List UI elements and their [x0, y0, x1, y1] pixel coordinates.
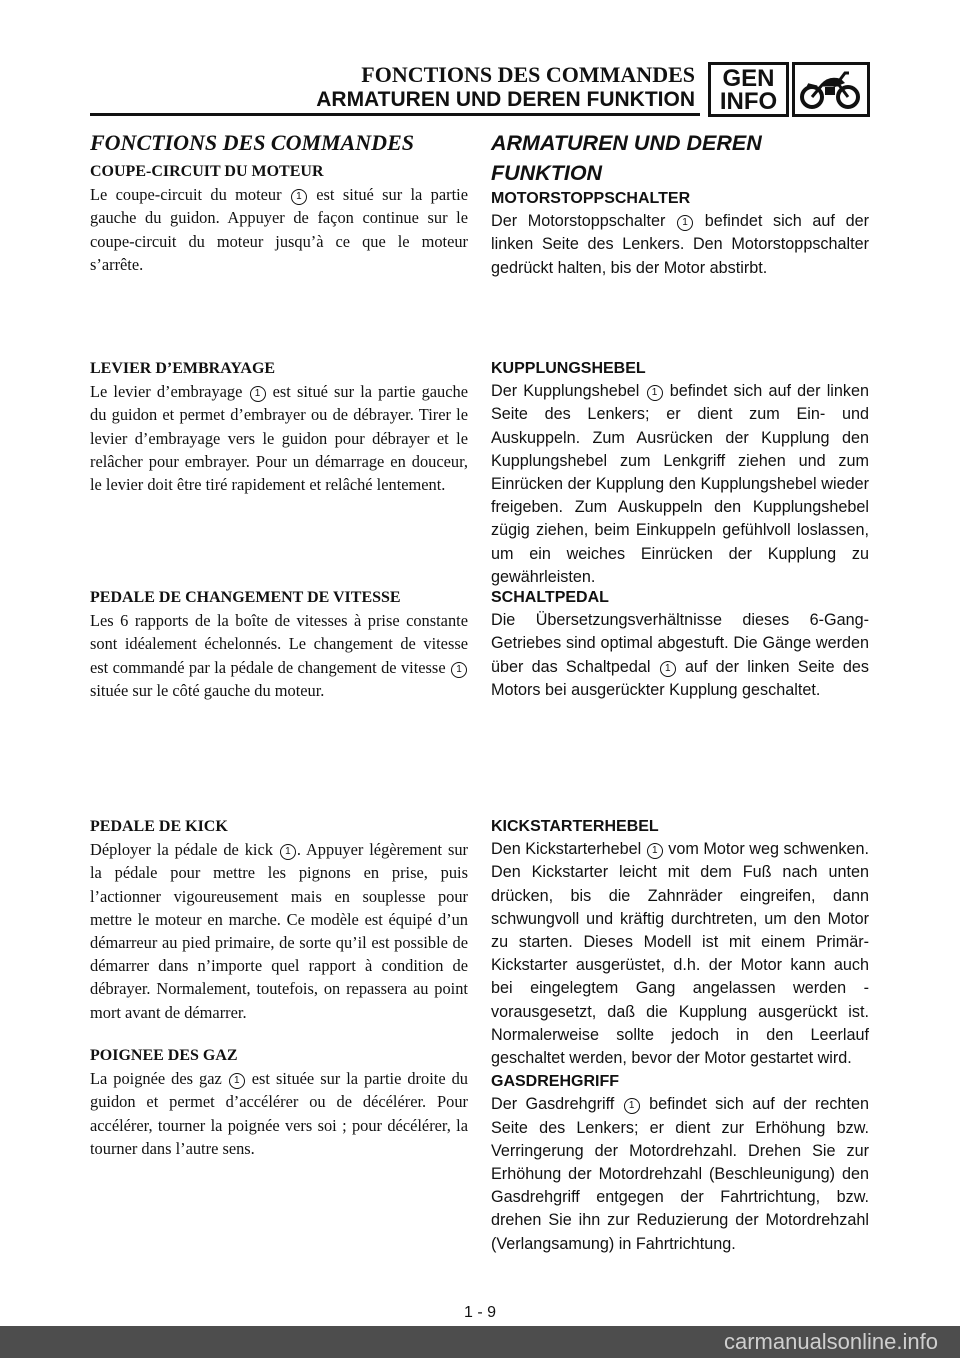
motorcycle-icon [792, 62, 870, 117]
header-title-fr: FONCTIONS DES COMMANDES [361, 62, 695, 87]
de-text-throttle [491, 1093, 869, 1255]
de-section-kickstarter [491, 815, 869, 1256]
de-section-clutch [491, 357, 869, 589]
text-part: La poignée des gaz [90, 1069, 228, 1089]
text-part: est situé sur la partie gauche du guidon. Appuyer de façon continue sur le coupe-circuit du moteur jusqu’à ce que le moteur s’arrête. [90, 185, 468, 274]
callout-marker: 1 [291, 189, 307, 205]
callout-marker: 1 [647, 385, 663, 401]
text-part: Der Motorstoppschalter [491, 212, 677, 231]
de-section-shift-pedal [491, 586, 869, 702]
fr-text-shift-pedal [90, 609, 468, 702]
badge-line-1: GEN [722, 65, 775, 92]
fr-text-kickstarter [90, 838, 468, 1024]
text-part: Déployer la pédale de kick [90, 840, 279, 860]
de-heading-throttle: GASDREHGRIFF [491, 1073, 619, 1091]
text-part: vom Motor weg schwenken. Den Kickstarter leicht mit dem Fuß nach unten drücken, bis die Zahnräder eingreifen, dann schwungvoll und kräftig durchtreten, um den Motor zu starten. Dieses Modell ist mit einem Primär-Kickstarter ausgerüstet, d.h. der Motor kann auch bei eingelegtem Gang angelassen werden - vorausgesetzt, daß die Kupplung ausgerückt ist. Normalerweise sollte jedoch in den Leerlauf geschaltet werden, bevor der Motor gestartet wird. [491, 840, 869, 1068]
de-heading-engine-stop: MOTORSTOPPSCHALTER [491, 190, 691, 207]
fr-text-throttle [90, 1067, 468, 1160]
callout-marker: 1 [250, 386, 266, 402]
de-text-clutch [491, 380, 869, 589]
fr-heading-shift-pedal: PEDALE DE CHANGEMENT DE VITESSE [90, 589, 401, 606]
header-title-de: ARMATUREN UND DEREN FUNKTION [316, 88, 695, 111]
fr-heading-kickstarter: PEDALE DE KICK [90, 818, 228, 835]
de-text-engine-stop [491, 210, 869, 280]
text-part: . Appuyer légèrement sur la pédale pour mettre les pignons en prise, puis l’actionner vigoureusement mais en souplesse pour mettre le moteur en marche. Ce modèle est équipé d’un démarreur au pied primaire, de sorte qu’il est possible de démarrer dans n’importe quel rapport à condition de débrayer. Normalement, toutefois, on repassera au point mort avant de démarrer. [90, 840, 468, 1022]
fr-text-clutch [90, 380, 468, 496]
text-part: Der Gasdrehgriff [491, 1095, 623, 1114]
text-part: auf der linken Seite des Motors bei ausgerückter Kupplung geschaltet. [491, 657, 869, 699]
de-heading-clutch: KUPPLUNGSHEBEL [491, 360, 646, 377]
text-part: Le coupe-circuit du moteur [90, 185, 290, 205]
fr-section-kickstarter [90, 815, 468, 1024]
callout-marker: 1 [677, 215, 693, 231]
fr-section-engine-stop [90, 160, 468, 276]
callout-marker: 1 [660, 661, 676, 677]
text-part: befindet sich auf der rechten Seite des Lenkers; er dient zur Erhöhung bzw. Verringerung der Motordrehzahl. Drehen Sie zur Erhöhung der Motordrehzahl (Beschleunigung) den Gasdrehgriff entgegen der Fahrtrichtung, bzw. drehen Sie ihn zur Reduzierung der Motordrehzahl (Verlangsamung) in Fahrtrichtung. [491, 1095, 869, 1253]
fr-section-shift-pedal [90, 586, 468, 702]
text-part: Der Kupplungshebel [491, 382, 646, 401]
fr-heading-clutch: LEVIER D’EMBRAYAGE [90, 360, 276, 377]
fr-section-throttle [90, 1044, 468, 1160]
callout-marker: 1 [229, 1073, 245, 1089]
fr-section-clutch [90, 357, 468, 496]
badge-line-2: INFO [719, 88, 778, 115]
text-part: est située sur la partie droite du guidon et permet d’accélérer ou de décélérer. Pour accélérer, tourner la poignée vers soi ; pour décélérer, la tourner dans l’autre sens. [90, 1069, 468, 1158]
text-part: est situé sur la partie gauche du guidon et permet d’embrayer ou de débrayer. Tirer le levier d’embrayage vers le guidon pour débrayer et le relâcher pour embrayer. Pour un démarrage en douceur, le levier doit être tiré rapidement et relâché lentement. [90, 382, 468, 495]
text-part: Die Übersetzungsverhältnisse dieses 6-Gang-Getriebes sind optimal abgestuft. Die Gänge werden über das Schaltpedal [491, 611, 869, 676]
callout-marker: 1 [647, 843, 663, 859]
text-part: située sur le côté gauche du moteur. [90, 680, 325, 700]
callout-marker: 1 [451, 662, 467, 678]
text-part: befindet sich auf der linken Seite des Lenkers; er dient zum Ein- und Auskuppeln. Zum Ausrücken der Kupplung den Kupplungshebel zum Lenkgriff ziehen und zum Einrücken der Kupplung den Kupplungshebel wieder freigeben. Zum Auskuppeln den Kupplungshebel zügig ziehen, beim Einkuppeln gefühlvoll loslassen, um ein weiches Einrücken der Kupplung zu gewährleisten. [491, 382, 869, 586]
watermark-link[interactable]: carmanualsonline.info [0, 1326, 960, 1358]
de-heading-kickstarter: KICKSTARTERHEBEL [491, 818, 659, 835]
de-section-title: ARMATUREN UND DEREN FUNKTION [491, 131, 762, 185]
fr-heading-engine-stop: COUPE-CIRCUIT DU MOTEUR [90, 163, 324, 180]
de-section-engine-stop [491, 187, 869, 280]
header-rule [90, 113, 700, 116]
fr-text-engine-stop [90, 183, 468, 276]
de-text-kickstarter [491, 838, 869, 1070]
fr-heading-throttle: POIGNEE DES GAZ [90, 1047, 238, 1064]
text-part: befindet sich auf der linken Seite des Lenkers. Den Motorstoppschalter gedrückt halten, bis der Motor abstirbt. [491, 212, 869, 277]
callout-marker: 1 [624, 1098, 640, 1114]
callout-marker: 1 [280, 844, 296, 860]
text-part: Den Kickstarterhebel [491, 840, 646, 859]
fr-section-title: FONCTIONS DES COMMANDES [90, 130, 414, 155]
de-heading-shift-pedal: SCHALTPEDAL [491, 589, 609, 606]
gen-info-badge [708, 62, 789, 117]
text-part: Le levier d’embrayage [90, 382, 249, 402]
de-text-shift-pedal [491, 609, 869, 702]
text-part: Les 6 rapports de la boîte de vitesses à prise constante sont idéalement échelonnés. Le changement de vitesse est commandé par la pédale de changement de vitesse [90, 611, 468, 677]
page-number: 1 - 9 [463, 1304, 496, 1321]
